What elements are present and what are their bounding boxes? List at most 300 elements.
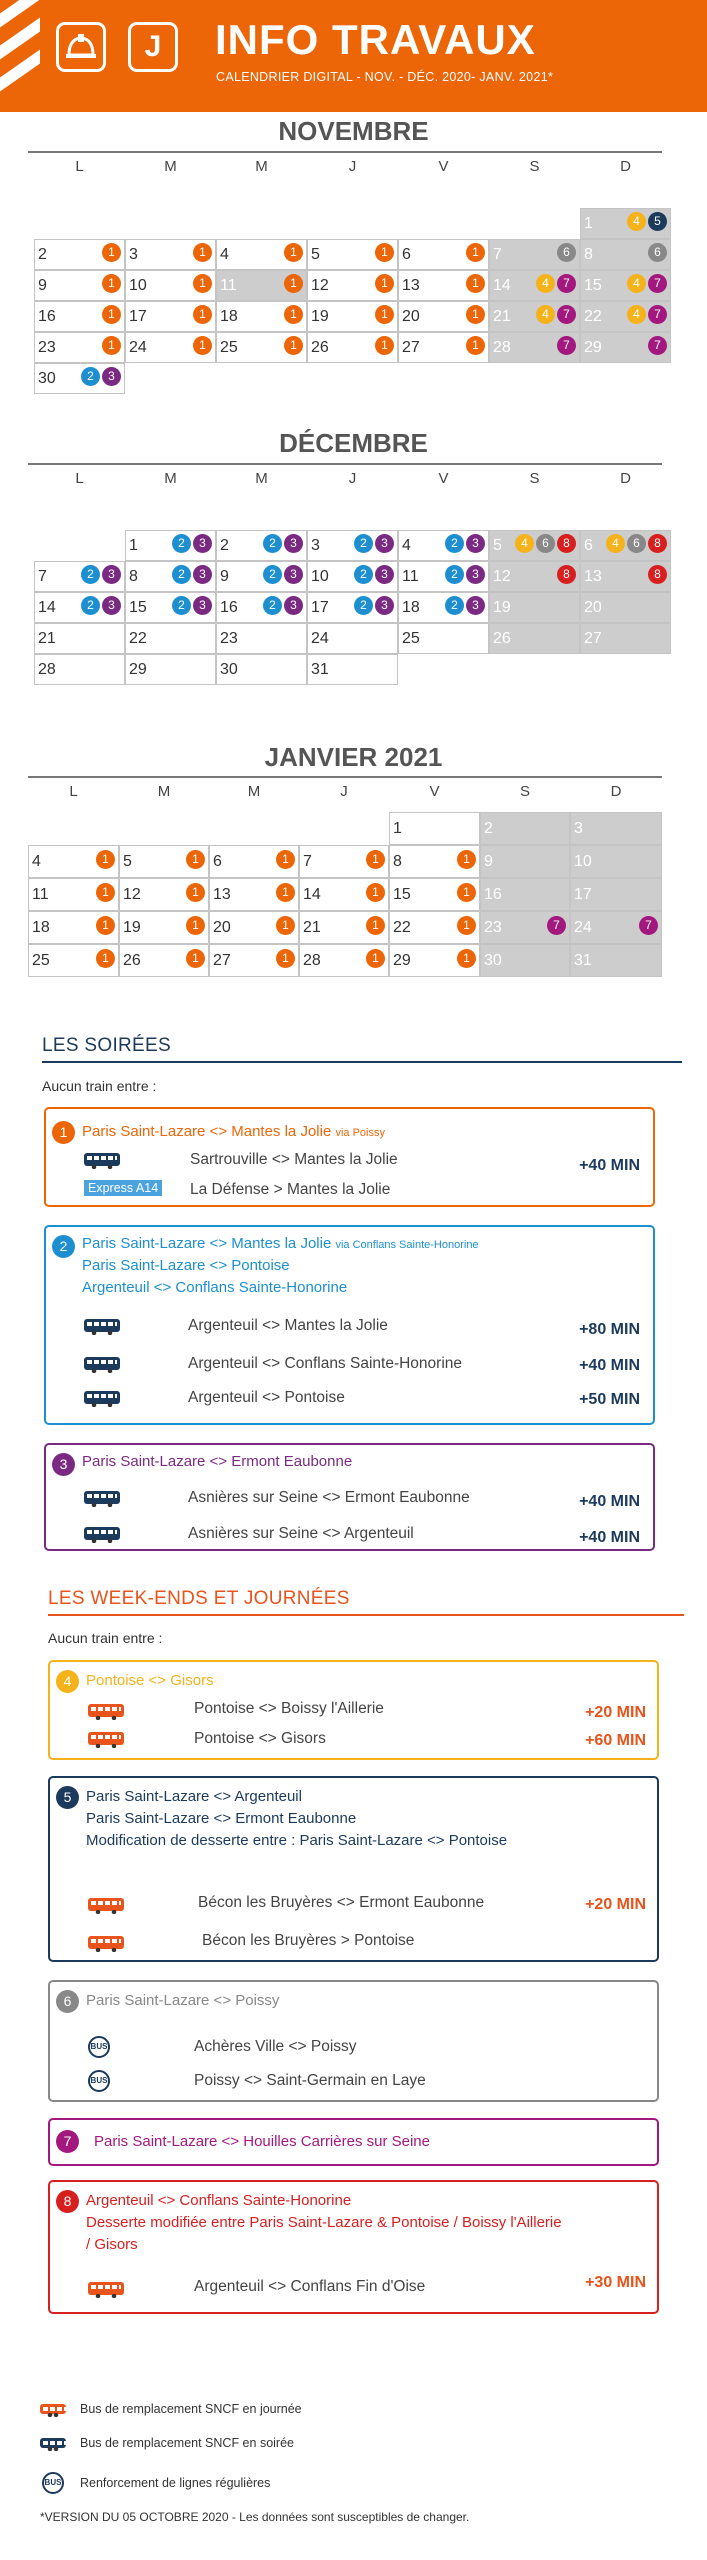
- day-number: 16: [484, 886, 502, 903]
- legend-night: Bus de remplacement SNCF en soirée: [80, 2436, 294, 2450]
- route-label: Pontoise <> Boissy l'Aillerie: [194, 1700, 384, 1717]
- route-label: Argenteuil <> Conflans Sainte-Honorine: [188, 1355, 463, 1372]
- weekday-header: L: [75, 158, 84, 175]
- route-label: Argenteuil <> Mantes la Jolie: [188, 1317, 388, 1334]
- month-title: JANVIER 2021: [264, 742, 443, 772]
- disruption-marker: 1: [96, 850, 115, 869]
- route-label: Achères Ville <> Poissy: [194, 2038, 357, 2055]
- disruption-marker: 6: [536, 534, 555, 553]
- calendar-day: [125, 270, 216, 301]
- route-label: Argenteuil <> Conflans Fin d'Oise: [194, 2278, 426, 2295]
- disruption-marker: 3: [193, 596, 212, 615]
- disruption-marker: 3: [193, 565, 212, 584]
- day-number: 15: [129, 599, 147, 616]
- disruption-marker: 3: [375, 596, 394, 615]
- disruption-marker: 7: [648, 336, 667, 355]
- month-divider: [28, 463, 662, 465]
- calendar-day: [570, 911, 662, 944]
- disruption-box-4: [48, 1660, 659, 1760]
- disruption-marker: 4: [536, 305, 555, 324]
- disruption-marker: 2: [172, 565, 191, 584]
- day-number: 15: [393, 886, 411, 903]
- disruption-marker: 6: [648, 243, 667, 262]
- weekday-header: M: [164, 470, 177, 487]
- day-number: 2: [220, 537, 229, 554]
- bus-line-icon: BUS: [42, 2472, 64, 2494]
- bus-night-icon: [84, 1319, 120, 1332]
- day-number: 3: [574, 820, 583, 837]
- disruption-marker: 2: [445, 596, 464, 615]
- delay-label: +40 MIN: [579, 1357, 640, 1374]
- calendar-day: [209, 878, 299, 911]
- day-number: 3: [129, 246, 138, 263]
- disruption-marker: 3: [102, 596, 121, 615]
- day-number: 6: [584, 537, 593, 554]
- disruption-marker: 1: [466, 305, 485, 324]
- route-label: Bécon les Bruyères <> Ermont Eaubonne: [198, 1894, 485, 1911]
- route-label: Sartrouville <> Mantes la Jolie: [190, 1151, 398, 1168]
- calendar-day: [34, 592, 125, 623]
- disruption-marker: 1: [457, 949, 476, 968]
- day-number: 9: [38, 277, 47, 294]
- delay-label: +20 MIN: [585, 1704, 646, 1721]
- calendar-day: [307, 301, 398, 332]
- disruption-marker: 2: [354, 565, 373, 584]
- disruption-marker: 1: [96, 949, 115, 968]
- calendar-day: [299, 878, 389, 911]
- disruption-box-7: [48, 2118, 659, 2166]
- weekday-header: J: [348, 470, 357, 487]
- weekday-header: V: [438, 158, 449, 175]
- disruption-marker: 1: [186, 850, 205, 869]
- calendar-day: [209, 944, 299, 977]
- calendar-day: [489, 332, 580, 363]
- route-label: Argenteuil <> Pontoise: [188, 1389, 345, 1406]
- day-number: 17: [311, 599, 329, 616]
- line-title: Paris Saint-Lazare <> Mantes la Jolie via Conflans Sainte-Honorine: [82, 1235, 479, 1252]
- month-title: DÉCEMBRE: [279, 428, 428, 458]
- bus-night-icon: [84, 1527, 120, 1540]
- calendar-day: [307, 561, 398, 592]
- day-number: 23: [220, 630, 238, 647]
- day-number: 16: [220, 599, 238, 616]
- day-number: 7: [493, 246, 502, 263]
- day-number: 26: [123, 952, 141, 969]
- day-number: 30: [38, 370, 56, 387]
- day-number: 4: [32, 853, 41, 870]
- day-number: 26: [311, 339, 329, 356]
- weekday-header: M: [164, 158, 177, 175]
- divider: [42, 1061, 682, 1063]
- calendar-day: [119, 911, 209, 944]
- day-number: 23: [484, 919, 502, 936]
- route-label: Asnières sur Seine <> Argenteuil: [188, 1525, 414, 1542]
- calendar-day: [489, 530, 580, 561]
- day-number: 7: [38, 568, 47, 585]
- calendar-day: [34, 270, 125, 301]
- disruption-marker: 4: [536, 274, 555, 293]
- day-number: 21: [38, 630, 56, 647]
- disruption-marker: 3: [466, 596, 485, 615]
- route-label: Poissy <> Saint-Germain en Laye: [194, 2072, 426, 2089]
- day-number: 16: [38, 308, 56, 325]
- weekday-header: M: [247, 783, 261, 800]
- helmet-icon: [56, 22, 106, 72]
- disruption-badge: 2: [52, 1235, 75, 1258]
- disruption-marker: 1: [284, 274, 303, 293]
- calendar-day: [34, 623, 125, 654]
- route-label: La Défense > Mantes la Jolie: [190, 1181, 391, 1198]
- line-title: Paris Saint-Lazare <> Mantes la Jolie via Poissy: [82, 1123, 385, 1140]
- day-number: 20: [402, 308, 420, 325]
- bus-line-number: 24: [102, 2073, 154, 2089]
- day-number: 30: [484, 952, 502, 969]
- day-number: 25: [32, 952, 50, 969]
- disruption-marker: 6: [557, 243, 576, 262]
- delay-label: +60 MIN: [585, 1732, 646, 1749]
- disruption-marker: 2: [263, 565, 282, 584]
- calendar-day: [125, 592, 216, 623]
- delay-label: +40 MIN: [579, 1493, 640, 1510]
- calendar-day: [398, 270, 489, 301]
- legend-reinforcement: Renforcement de lignes régulières: [80, 2476, 271, 2490]
- calendar-day: [570, 845, 662, 878]
- calendar-day: [489, 623, 580, 654]
- disruption-marker: 2: [354, 534, 373, 553]
- day-number: 20: [584, 599, 602, 616]
- day-number: 28: [38, 661, 56, 678]
- disruption-marker: 7: [648, 274, 667, 293]
- disruption-marker: 7: [557, 336, 576, 355]
- line-title: Paris Saint-Lazare <> Ermont Eaubonne: [86, 1810, 357, 1827]
- day-number: 22: [393, 919, 411, 936]
- day-number: 14: [493, 277, 511, 294]
- calendar-day: [580, 301, 671, 332]
- day-number: 11: [220, 277, 237, 294]
- disruption-marker: 3: [466, 534, 485, 553]
- disruption-marker: 1: [366, 883, 385, 902]
- day-number: 27: [584, 630, 602, 647]
- day-number: 6: [213, 853, 222, 870]
- bus-night-icon: [84, 1153, 120, 1166]
- route-label: Bécon les Bruyères > Pontoise: [202, 1932, 415, 1949]
- disruption-marker: 1: [276, 850, 295, 869]
- disruption-marker: 1: [466, 336, 485, 355]
- bus-line-number: 5: [102, 2039, 154, 2055]
- day-number: 22: [584, 308, 602, 325]
- calendar-day: [34, 301, 125, 332]
- day-number: 24: [129, 339, 147, 356]
- disruption-marker: 2: [354, 596, 373, 615]
- delay-label: +30 MIN: [585, 2274, 646, 2291]
- disruption-marker: 1: [375, 305, 394, 324]
- disruption-marker: 3: [284, 596, 303, 615]
- day-number: 29: [584, 339, 602, 356]
- day-number: 13: [213, 886, 231, 903]
- day-number: 6: [402, 246, 411, 263]
- express-badge: Express A14: [84, 1180, 162, 1196]
- calendar-day: [398, 239, 489, 270]
- day-number: 5: [493, 537, 502, 554]
- disruption-marker: 1: [186, 949, 205, 968]
- disruption-marker: 3: [466, 565, 485, 584]
- calendar-day: [216, 592, 307, 623]
- page-subtitle: CALENDRIER DIGITAL - NOV. - DÉC. 2020- JANV. 2021*: [216, 70, 554, 84]
- bus-night-icon: [84, 1491, 120, 1504]
- bus-line-icon: BUS: [88, 2070, 110, 2092]
- disruption-marker: 4: [627, 212, 646, 231]
- weekday-header: D: [620, 158, 631, 175]
- day-number: 18: [32, 919, 50, 936]
- disruption-marker: 1: [284, 305, 303, 324]
- calendar-day: [489, 301, 580, 332]
- calendar-day: [580, 270, 671, 301]
- line-title: Pontoise <> Gisors: [86, 1672, 214, 1689]
- weekday-header: M: [255, 470, 268, 487]
- day-number: 13: [402, 277, 420, 294]
- disruption-marker: 1: [186, 883, 205, 902]
- delay-label: +50 MIN: [579, 1391, 640, 1408]
- calendar-day: [34, 332, 125, 363]
- day-number: 19: [123, 919, 141, 936]
- calendar-day: [119, 845, 209, 878]
- disruption-badge: 4: [56, 1670, 79, 1693]
- calendar-day: [398, 530, 489, 561]
- calendar-day: [398, 301, 489, 332]
- line-title: Paris Saint-Lazare <> Pontoise: [82, 1257, 290, 1274]
- disruption-marker: 2: [445, 534, 464, 553]
- day-number: 4: [220, 246, 229, 263]
- calendar-day: [489, 561, 580, 592]
- route-label: Pontoise <> Gisors: [194, 1730, 326, 1747]
- calendar-day: [580, 530, 671, 561]
- calendar-day: [480, 911, 570, 944]
- disruption-marker: 1: [375, 243, 394, 262]
- calendar-day: [307, 654, 398, 685]
- weekday-header: S: [529, 470, 540, 487]
- day-number: 14: [303, 886, 321, 903]
- day-number: 27: [402, 339, 420, 356]
- calendar-day: [389, 944, 480, 977]
- weekday-header: L: [69, 783, 78, 800]
- day-number: 21: [303, 919, 321, 936]
- disruption-marker: 1: [193, 336, 212, 355]
- calendar-day: [389, 911, 480, 944]
- calendar-day: [580, 623, 671, 654]
- calendar-day: [125, 239, 216, 270]
- weekday-header: V: [429, 783, 440, 800]
- day-number: 20: [213, 919, 231, 936]
- calendar-day: [209, 845, 299, 878]
- disruption-marker: 2: [172, 596, 191, 615]
- disruption-marker: 1: [102, 336, 121, 355]
- calendar-day: [389, 845, 480, 878]
- disruption-badge: 6: [56, 1990, 79, 2013]
- disruption-marker: 1: [276, 916, 295, 935]
- day-number: 24: [574, 919, 592, 936]
- disruption-marker: 2: [81, 596, 100, 615]
- day-number: 19: [493, 599, 511, 616]
- disruption-box-2: [44, 1225, 655, 1425]
- disruption-badge: 5: [56, 1786, 79, 1809]
- disruption-box-1: [44, 1107, 655, 1207]
- calendar-day: [398, 332, 489, 363]
- calendar-day: [580, 592, 671, 623]
- day-number: 11: [402, 568, 419, 585]
- day-number: 12: [493, 568, 511, 585]
- disruption-marker: 3: [102, 565, 121, 584]
- bus-day-icon: [88, 1704, 124, 1717]
- disruption-marker: 1: [366, 916, 385, 935]
- calendar-day: [480, 845, 570, 878]
- calendar-day: [480, 878, 570, 911]
- calendar-day: [125, 530, 216, 561]
- calendar-day: [216, 332, 307, 363]
- calendar-day: [489, 270, 580, 301]
- header-banner: [0, 0, 707, 112]
- delay-label: +80 MIN: [579, 1321, 640, 1338]
- disruption-marker: 1: [366, 949, 385, 968]
- calendar-day: [216, 301, 307, 332]
- disruption-marker: 8: [557, 534, 576, 553]
- calendar-day: [299, 911, 389, 944]
- disruption-marker: 1: [186, 916, 205, 935]
- section-title-soirees: LES SOIRÉES: [42, 1035, 171, 1056]
- bus-day-icon: [88, 1936, 124, 1949]
- day-number: 10: [129, 277, 147, 294]
- disruption-marker: 1: [457, 850, 476, 869]
- calendar-day: [125, 301, 216, 332]
- day-number: 29: [393, 952, 411, 969]
- calendar-day: [125, 332, 216, 363]
- calendar-day: [570, 812, 662, 845]
- disruption-marker: 5: [648, 212, 667, 231]
- calendar-day: [34, 239, 125, 270]
- calendar-day: [34, 654, 125, 685]
- line-title: Desserte modifiée entre Paris Saint-Lazare & Pontoise / Boissy l'Aillerie: [86, 2214, 562, 2231]
- line-title: / Gisors: [86, 2236, 138, 2253]
- day-number: 9: [220, 568, 229, 585]
- day-number: 10: [574, 853, 592, 870]
- disruption-marker: 8: [648, 534, 667, 553]
- day-number: 1: [129, 537, 138, 554]
- day-number: 8: [129, 568, 138, 585]
- weekday-header: D: [610, 783, 622, 800]
- bus-night-icon: [84, 1391, 120, 1404]
- disruption-badge: 3: [52, 1453, 75, 1476]
- calendar-day: [580, 332, 671, 363]
- disruption-marker: 7: [639, 916, 658, 935]
- calendar-day: [489, 592, 580, 623]
- calendar-day: [580, 208, 671, 239]
- disruption-marker: 8: [557, 565, 576, 584]
- day-number: 25: [220, 339, 238, 356]
- weekday-header: S: [519, 783, 530, 800]
- day-number: 30: [220, 661, 238, 678]
- disruption-marker: 1: [284, 336, 303, 355]
- line-title: Paris Saint-Lazare <> Houilles Carrières sur Seine: [94, 2133, 430, 2150]
- day-number: 22: [129, 630, 147, 647]
- day-number: 12: [311, 277, 329, 294]
- day-number: 8: [584, 246, 593, 263]
- calendar-day: [299, 944, 389, 977]
- calendar-day: [119, 878, 209, 911]
- day-number: 2: [484, 820, 493, 837]
- month-divider: [28, 776, 662, 778]
- day-number: 5: [311, 246, 320, 263]
- calendar-day: [489, 239, 580, 270]
- line-title: Modification de desserte entre : Paris Saint-Lazare <> Pontoise: [86, 1832, 508, 1849]
- calendar-day: [570, 944, 662, 977]
- day-number: 17: [574, 886, 592, 903]
- disruption-marker: 7: [547, 916, 566, 935]
- calendar-day: [307, 623, 398, 654]
- disruption-box-3: [44, 1443, 655, 1551]
- weekday-header: L: [75, 470, 84, 487]
- disruption-marker: 4: [606, 534, 625, 553]
- day-number: 1: [393, 820, 402, 837]
- disruption-marker: 3: [375, 565, 394, 584]
- disruption-marker: 2: [81, 367, 100, 386]
- disruption-marker: 1: [102, 305, 121, 324]
- day-number: 14: [38, 599, 56, 616]
- calendar-day: [34, 363, 125, 394]
- disruption-marker: 7: [557, 305, 576, 324]
- divider: [48, 1614, 684, 1616]
- disruption-marker: 1: [366, 850, 385, 869]
- disruption-badge: 1: [52, 1121, 75, 1144]
- disruption-marker: 4: [515, 534, 534, 553]
- weekday-header: J: [348, 158, 357, 175]
- disruption-marker: 1: [276, 883, 295, 902]
- calendar-day: [125, 561, 216, 592]
- day-number: 5: [123, 853, 132, 870]
- decor-stripe: [0, 49, 40, 112]
- weekday-header: D: [620, 470, 631, 487]
- day-number: 23: [38, 339, 56, 356]
- day-number: 26: [493, 630, 511, 647]
- disruption-marker: 7: [648, 305, 667, 324]
- day-number: 8: [393, 853, 402, 870]
- route-label: Asnières sur Seine <> Ermont Eaubonne: [188, 1489, 470, 1506]
- calendar-day: [307, 530, 398, 561]
- day-number: 10: [311, 568, 329, 585]
- calendar-day: [389, 812, 480, 845]
- disruption-marker: 2: [172, 534, 191, 553]
- calendar-day: [34, 561, 125, 592]
- day-number: 19: [311, 308, 329, 325]
- bus-night-icon: [84, 1357, 120, 1370]
- calendar-day: [307, 332, 398, 363]
- disruption-box-6: [48, 1980, 659, 2102]
- bus-day-icon: [88, 1732, 124, 1745]
- disruption-marker: 1: [466, 274, 485, 293]
- disruption-marker: 1: [276, 949, 295, 968]
- disruption-marker: 2: [263, 596, 282, 615]
- disruption-marker: 7: [557, 274, 576, 293]
- disruption-marker: 1: [375, 336, 394, 355]
- calendar-day: [580, 561, 671, 592]
- calendar-day: [480, 812, 570, 845]
- calendar-day: [28, 845, 119, 878]
- note-weekends: Aucun train entre :: [48, 1630, 163, 1646]
- disruption-marker: 1: [466, 243, 485, 262]
- bus-day-icon: [88, 1898, 124, 1911]
- delay-label: +40 MIN: [579, 1157, 640, 1174]
- day-number: 31: [311, 661, 329, 678]
- weekday-header: M: [255, 158, 268, 175]
- disruption-marker: 3: [102, 367, 121, 386]
